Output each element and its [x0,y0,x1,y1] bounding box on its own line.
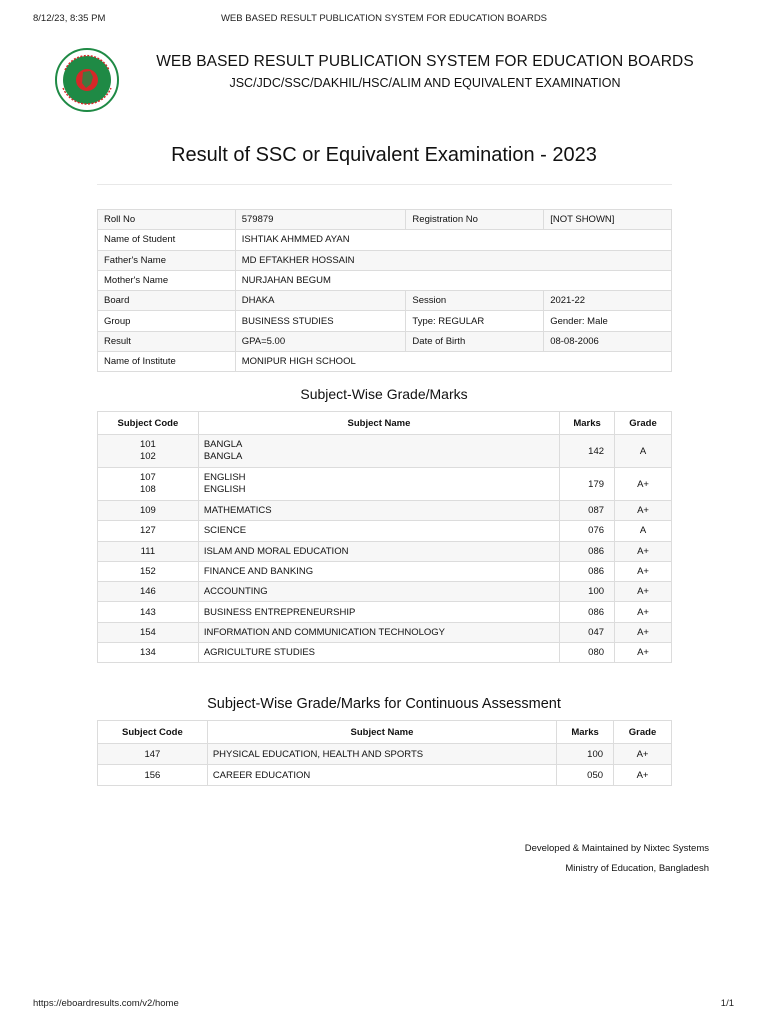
table-row [98,435,672,468]
subject-code: 109 [98,501,199,521]
subject-grade: A+ [615,582,672,602]
roll-no-value: 579879 [235,210,406,230]
subject-name-cell [198,435,559,468]
table-row [98,521,672,541]
subject-code-cell [98,468,199,501]
info-row [98,230,672,250]
group-value: BUSINESS STUDIES [235,311,406,331]
subject-code: 146 [98,582,199,602]
table-row [98,643,672,663]
roll-no-label: Roll No [98,210,236,230]
column-header-name: Subject Name [198,412,559,435]
table-row [98,468,672,501]
column-header-grade: Grade [615,412,672,435]
mother-name-label: Mother's Name [98,270,236,290]
subject-code: 152 [98,561,199,581]
subject-marks: 086 [560,561,615,581]
page-number: 1/1 [720,998,734,1009]
subject-name: BANGLA [203,439,243,450]
subject-code: 108 [139,484,156,495]
subject-code: 107 [139,472,156,483]
subject-name: ACCOUNTING [198,582,559,602]
subject-code: 102 [139,451,156,462]
info-row [98,210,672,230]
table-row [98,582,672,602]
subject-grade: A+ [615,501,672,521]
subject-name: ENGLISH [203,484,246,495]
dob-label: Date of Birth [406,331,544,351]
government-seal-logo [55,48,119,112]
group-label: Group [98,311,236,331]
subject-grade: A+ [615,468,672,501]
info-row [98,270,672,290]
subject-name: ISLAM AND MORAL EDUCATION [198,541,559,561]
subject-marks: 080 [560,643,615,663]
ca-grades-table [97,720,672,786]
father-name-value: MD EFTAKHER HOSSAIN [235,250,671,270]
subject-name: FINANCE AND BANKING [198,561,559,581]
info-row [98,250,672,270]
subject-name: MATHEMATICS [198,501,559,521]
father-name-label: Father's Name [98,250,236,270]
site-title: WEB BASED RESULT PUBLICATION SYSTEM FOR EDUCATION BOARDS [156,53,694,70]
subject-grade: A+ [615,622,672,642]
info-row [98,311,672,331]
subject-grade: A+ [615,541,672,561]
info-row [98,352,672,372]
subject-grade: A+ [615,643,672,663]
subject-grade: A+ [614,765,672,786]
gender-value: Gender: Male [544,311,672,331]
board-label: Board [98,291,236,311]
mother-name-value: NURJAHAN BEGUM [235,270,671,290]
column-header-marks: Marks [557,721,614,744]
subject-code: 127 [98,521,199,541]
subject-name: ENGLISH [203,472,246,483]
registration-value: [NOT SHOWN] [544,210,672,230]
table-row [98,501,672,521]
column-header-grade: Grade [614,721,672,744]
grades-header-row [98,412,672,435]
student-info-table [97,209,672,372]
table-row [98,541,672,561]
subject-marks: 076 [560,521,615,541]
print-timestamp: 8/12/23, 8:35 PM [33,13,106,24]
type-value: Type: REGULAR [406,311,544,331]
institute-label: Name of Institute [98,352,236,372]
subject-grade: A [615,435,672,468]
grades-table [97,411,672,663]
subject-marks: 086 [560,602,615,622]
print-url: https://eboardresults.com/v2/home [33,998,179,1009]
subject-code: 101 [139,439,156,450]
result-value: GPA=5.00 [235,331,406,351]
subject-code: 143 [98,602,199,622]
subject-name: BANGLA [203,451,243,462]
grades-section-title: Subject-Wise Grade/Marks [300,386,468,402]
table-row [98,561,672,581]
column-header-marks: Marks [560,412,615,435]
subject-name: CAREER EDUCATION [207,765,556,786]
print-page-title: WEB BASED RESULT PUBLICATION SYSTEM FOR EDUCATION BOARDS [220,13,548,24]
board-value: DHAKA [235,291,406,311]
column-header-code: Subject Code [98,721,208,744]
subject-code: 111 [98,541,199,561]
subject-marks: 047 [560,622,615,642]
subject-grade: A+ [615,561,672,581]
subject-grade: A [615,521,672,541]
subject-name: PHYSICAL EDUCATION, HEALTH AND SPORTS [207,744,556,765]
subject-code: 154 [98,622,199,642]
table-row [98,622,672,642]
table-row [98,765,672,786]
table-row [98,744,672,765]
subject-code: 147 [98,744,208,765]
site-subtitle: JSC/JDC/SSC/DAKHIL/HSC/ALIM AND EQUIVALENT EXAMINATION [229,76,621,90]
table-row [98,602,672,622]
student-name-value: ISHTIAK AHMMED AYAN [235,230,671,250]
ministry-credit: Ministry of Education, Bangladesh [565,863,709,874]
column-header-name: Subject Name [207,721,556,744]
subject-name: AGRICULTURE STUDIES [198,643,559,663]
subject-marks: 087 [560,501,615,521]
registration-label: Registration No [406,210,544,230]
subject-code: 134 [98,643,199,663]
subject-marks: 100 [557,744,614,765]
divider [97,184,672,185]
info-row [98,331,672,351]
subject-name: BUSINESS ENTREPRENEURSHIP [198,602,559,622]
institute-value: MONIPUR HIGH SCHOOL [235,352,671,372]
subject-marks: 142 [560,435,615,468]
student-name-label: Name of Student [98,230,236,250]
subject-marks: 050 [557,765,614,786]
session-value: 2021-22 [544,291,672,311]
subject-grade: A+ [614,744,672,765]
ca-grades-section-title: Subject-Wise Grade/Marks for Continuous Assessment [207,696,561,712]
column-header-code: Subject Code [98,412,199,435]
subject-name: SCIENCE [198,521,559,541]
subject-code: 156 [98,765,208,786]
subject-name-cell [198,468,559,501]
subject-name: INFORMATION AND COMMUNICATION TECHNOLOGY [198,622,559,642]
subject-marks: 179 [560,468,615,501]
developer-credit: Developed & Maintained by Nixtec Systems [524,843,709,854]
exam-title: Result of SSC or Equivalent Examination - 2023 [171,144,597,166]
subject-grade: A+ [615,602,672,622]
ca-grades-header-row [98,721,672,744]
subject-marks: 086 [560,541,615,561]
result-label: Result [98,331,236,351]
info-row [98,291,672,311]
subject-marks: 100 [560,582,615,602]
dob-value: 08-08-2006 [544,331,672,351]
session-label: Session [406,291,544,311]
subject-code-cell [98,435,199,468]
